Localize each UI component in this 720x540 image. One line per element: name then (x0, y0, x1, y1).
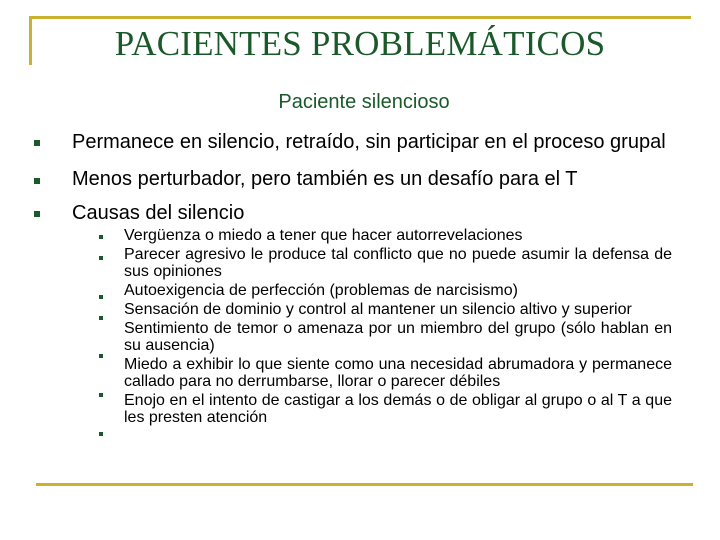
sub-bullet-marker-1 (99, 235, 103, 239)
bullet-1: Permanece en silencio, retraído, sin participar en el proceso grupal (72, 131, 666, 153)
cause-item: Autoexigencia de perfección (problemas de narcisismo) (124, 282, 518, 299)
causes-list (124, 227, 672, 428)
sub-bullet-marker-6 (99, 393, 103, 397)
cause-item: Parecer agresivo le produce tal conflicto que no puede asumir la defensa de sus opiniones (124, 246, 672, 280)
cause-item: Sensación de dominio y control al mantener un silencio altivo y superior (124, 301, 632, 318)
frame-bottom-line (36, 483, 693, 486)
slide-subtitle (0, 91, 720, 114)
sub-bullet-marker-2 (99, 256, 103, 260)
bullet-2: Menos perturbador, pero también es un desafío para el T (72, 168, 578, 190)
frame-top-line (29, 16, 691, 19)
sub-bullet-marker-7 (99, 432, 103, 436)
bullet-3: Causas del silencio (72, 202, 245, 224)
sub-bullet-marker-4 (99, 316, 103, 320)
bullet-marker-3 (34, 211, 40, 217)
slide-title: PACIENTES PROBLEMÁTICOS (114, 24, 606, 63)
cause-item: Enojo en el intento de castigar a los demás o de obligar al grupo o al T a que les presten atención (124, 392, 672, 426)
cause-item: Miedo a exhibir lo que siente como una necesidad abrumadora y permanece callado para no derrumbarse, llorar o parecer débiles (124, 356, 672, 390)
sub-bullet-marker-5 (99, 354, 103, 358)
bullet-marker-1 (34, 140, 40, 146)
cause-item: Vergüenza o miedo a tener que hacer autorrevelaciones (124, 227, 523, 244)
cause-item: Sentimiento de temor o amenaza por un miembro del grupo (sólo hablan en su ausencia) (124, 320, 672, 354)
sub-bullet-marker-3 (99, 295, 103, 299)
bullet-marker-2 (34, 178, 40, 184)
subtitle-text: Paciente silencioso (278, 91, 450, 113)
